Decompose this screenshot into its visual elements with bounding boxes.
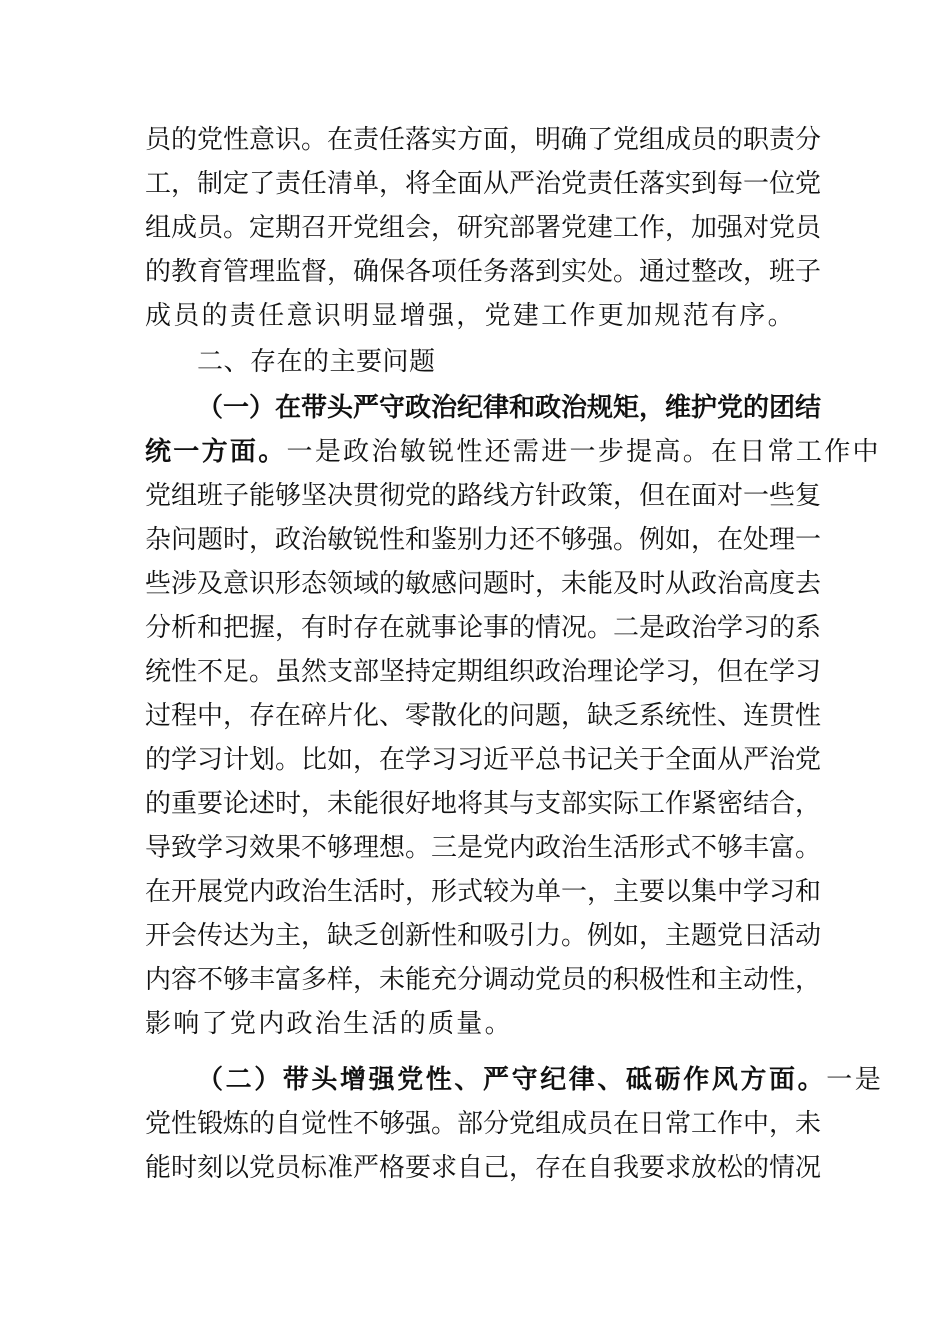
paragraph-line: 党性锻炼的自觉性不够强。部分党组成员在日常工作中，未 [145, 1109, 822, 1139]
paragraph-line: 的教育管理监督，确保各项任务落到实处。通过整改，班子 [145, 257, 822, 287]
paragraph-line: 导致学习效果不够理想。三是党内政治生活形式不够丰富。 [145, 833, 822, 863]
subsection-heading-tail: 统一方面。 [145, 437, 287, 467]
paragraph-line [197, 1058, 884, 1102]
section-heading: 二、存在的主要问题 [197, 347, 436, 377]
paragraph-line: 影响了党内政治生活的质量。 [145, 1009, 513, 1039]
paragraph-line: 工，制定了责任清单，将全面从严治党责任落实到每一位党 [145, 169, 822, 199]
paragraph-line: 杂问题时，政治敏锐性和鉴别力还不够强。例如，在处理一 [145, 525, 822, 555]
paragraph-line: 开会传达为主，缺乏创新性和吸引力。例如，主题党日活动 [145, 921, 822, 951]
subsection-heading: （二）带头增强党性、严守纪律、砥砺作风方面。 [197, 1065, 827, 1095]
paragraph-line: 分析和把握，有时存在就事论事的情况。二是政治学习的系 [145, 613, 822, 643]
paragraph-line: 内容不够丰富多样，未能充分调动党员的积极性和主动性， [145, 965, 822, 995]
paragraph-line: 在开展党内政治生活时，形式较为单一，主要以集中学习和 [145, 877, 822, 907]
paragraph-line [145, 430, 881, 474]
paragraph-line: 党组班子能够坚决贯彻党的路线方针政策，但在面对一些复 [145, 481, 822, 511]
subsection-heading: （一）在带头严守政治纪律和政治规矩，维护党的团结 [197, 393, 822, 423]
paragraph-line: 成员的责任意识明显增强，党建工作更加规范有序。 [145, 301, 796, 331]
paragraph-line: 员的党性意识。在责任落实方面，明确了党组成员的职责分 [145, 125, 822, 155]
paragraph-line: 的学习计划。比如，在学习习近平总书记关于全面从严治党 [145, 745, 822, 775]
paragraph-text: 一是 [826, 1065, 884, 1095]
paragraph-line: 的重要论述时，未能很好地将其与支部实际工作紧密结合， [145, 789, 822, 819]
paragraph-line: 组成员。定期召开党组会，研究部署党建工作，加强对党员 [145, 213, 822, 243]
paragraph-line: 能时刻以党员标准严格要求自己，存在自我要求放松的情况 [145, 1153, 822, 1183]
paragraph-line: 些涉及意识形态领域的敏感问题时，未能及时从政治高度去 [145, 569, 822, 599]
paragraph-line: 统性不足。虽然支部坚持定期组织政治理论学习，但在学习 [145, 657, 822, 687]
paragraph-line: 过程中，存在碎片化、零散化的问题，缺乏系统性、连贯性 [145, 701, 822, 731]
paragraph-text: 一是政治敏锐性还需进一步提高。在日常工作中 [286, 437, 881, 467]
